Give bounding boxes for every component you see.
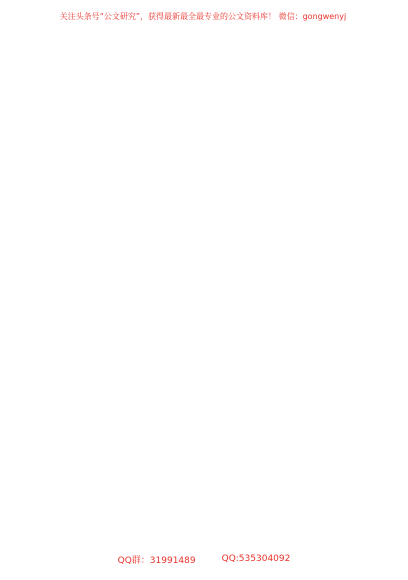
footer: [0, 549, 408, 569]
top-banner: 关注头条号“公文研究”，获得最新最全最专业的公文资料库！ 微信：gongwenyj: [59, 12, 347, 21]
document-body: [50, 40, 376, 538]
footer-qq: QQ:535304092: [221, 554, 291, 564]
footer-qq-group: QQ群：31991489: [117, 555, 196, 566]
